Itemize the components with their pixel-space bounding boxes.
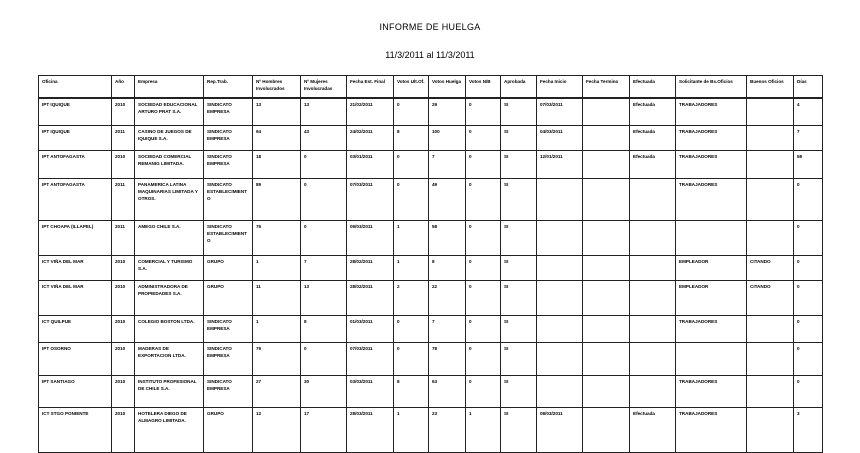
- cell-buenos-oficios: [747, 220, 794, 255]
- cell-fecha-termino: [583, 125, 630, 150]
- column-header-label: Votos Ult.Of.: [397, 79, 425, 84]
- cell-fecha-inicio: [537, 255, 583, 280]
- cell-votos-nb: 0: [466, 125, 501, 150]
- report-title: INFORME DE HUELGA: [379, 22, 481, 32]
- cell-votos-huelga: 7: [429, 150, 466, 178]
- cell-hombres: 79: [253, 342, 301, 375]
- cell-efectuada: [630, 255, 676, 280]
- cell-solicitante: [676, 342, 747, 375]
- cell-hombres: 18: [253, 150, 301, 178]
- cell-buenos-oficios: [747, 407, 794, 452]
- cell-buenos-oficios: CITANDO: [747, 255, 794, 280]
- column-header-efectuada: [630, 76, 676, 99]
- table-row: [39, 375, 823, 407]
- cell-anio: 2011: [112, 178, 135, 220]
- cell-empresa: AMEGO CHILE S.A.: [135, 220, 204, 255]
- column-header-label: Aprobada: [504, 79, 526, 84]
- cell-solicitante: TRABAJADORES: [676, 178, 747, 220]
- cell-mujeres: 0: [301, 178, 347, 220]
- column-header-oficina: [39, 76, 112, 99]
- cell-buenos-oficios: [747, 150, 794, 178]
- cell-votos-ult-of: 0: [394, 178, 429, 220]
- cell-fecha-termino: [583, 255, 630, 280]
- cell-aprobada: SI: [501, 342, 537, 375]
- table-body: [39, 98, 823, 452]
- cell-dias: 58: [794, 150, 823, 178]
- table-row: [39, 315, 823, 342]
- cell-empresa: PANAMERICA LATINA MAQUINARIAS LIMITADA Y OTROS.: [135, 178, 204, 220]
- cell-solicitante: TRABAJADORES: [676, 150, 747, 178]
- cell-solicitante: TRABAJADORES: [676, 375, 747, 407]
- cell-aprobada: SI: [501, 220, 537, 255]
- cell-votos-huelga: 100: [429, 125, 466, 150]
- cell-aprobada: SI: [501, 375, 537, 407]
- cell-rep-trab: GRUPO: [204, 280, 253, 315]
- cell-fecha-est-final: 07/03/2011: [347, 342, 394, 375]
- cell-votos-ult-of: 1: [394, 255, 429, 280]
- cell-aprobada: SI: [501, 280, 537, 315]
- cell-oficina: IPT IQUIQUE: [39, 98, 112, 125]
- cell-dias: 0: [794, 255, 823, 280]
- cell-efectuada: [630, 342, 676, 375]
- cell-votos-nb: 0: [466, 342, 501, 375]
- cell-anio: 2010: [112, 255, 135, 280]
- cell-empresa: COLEGIO BOSTON LTDA.: [135, 315, 204, 342]
- cell-votos-nb: 0: [466, 150, 501, 178]
- cell-hombres: 12: [253, 407, 301, 452]
- cell-dias: 0: [794, 315, 823, 342]
- column-header-aprobada: [501, 76, 537, 99]
- cell-votos-nb: 0: [466, 315, 501, 342]
- cell-votos-nb: 0: [466, 178, 501, 220]
- cell-empresa: MADERAS DE EXPORTACION LTDA.: [135, 342, 204, 375]
- cell-solicitante: TRABAJADORES: [676, 315, 747, 342]
- cell-fecha-termino: [583, 375, 630, 407]
- column-header-fecha-inicio: [537, 76, 583, 99]
- cell-buenos-oficios: [747, 375, 794, 407]
- column-header-hombres: [253, 76, 301, 99]
- cell-buenos-oficios: [747, 315, 794, 342]
- cell-rep-trab: SINDICATO EMPRESA: [204, 375, 253, 407]
- cell-solicitante: [676, 220, 747, 255]
- cell-votos-ult-of: 2: [394, 280, 429, 315]
- cell-fecha-est-final: 09/03/2011: [347, 220, 394, 255]
- cell-fecha-inicio: [537, 375, 583, 407]
- cell-fecha-inicio: 08/03/2011: [537, 407, 583, 452]
- cell-dias: 3: [794, 407, 823, 452]
- column-header-fecha-termino: [583, 76, 630, 99]
- column-header-votos-nb: [466, 76, 501, 99]
- cell-dias: 0: [794, 178, 823, 220]
- cell-buenos-oficios: [747, 98, 794, 125]
- cell-mujeres: 13: [301, 98, 347, 125]
- column-header-anio: [112, 76, 135, 99]
- cell-votos-nb: 0: [466, 280, 501, 315]
- cell-oficina: IPT OSORNO: [39, 342, 112, 375]
- cell-fecha-inicio: 07/03/2011: [537, 98, 583, 125]
- cell-votos-huelga: 58: [429, 220, 466, 255]
- cell-anio: 2010: [112, 375, 135, 407]
- cell-aprobada: SI: [501, 315, 537, 342]
- column-header-label: Fecha Est. Final: [350, 79, 385, 84]
- cell-votos-nb: 0: [466, 375, 501, 407]
- cell-efectuada: [630, 375, 676, 407]
- cell-empresa: ADMINISTRADORA DE PROPIEDADES S.A.: [135, 280, 204, 315]
- column-header-label: Fecha Inicio: [540, 79, 567, 84]
- column-header-label: Empresa: [138, 79, 158, 84]
- cell-oficina: IPT SANTIAGO: [39, 375, 112, 407]
- cell-votos-huelga: 63: [429, 375, 466, 407]
- cell-votos-ult-of: 1: [394, 220, 429, 255]
- cell-votos-huelga: 29: [429, 98, 466, 125]
- cell-anio: 2010: [112, 407, 135, 452]
- cell-fecha-est-final: 01/03/2011: [347, 315, 394, 342]
- cell-efectuada: [630, 315, 676, 342]
- column-header-empresa: [135, 76, 204, 99]
- cell-dias: 0: [794, 342, 823, 375]
- cell-aprobada: SI: [501, 98, 537, 125]
- table-row: [39, 280, 823, 315]
- column-header-label: Oficina: [42, 79, 58, 84]
- cell-anio: 2011: [112, 220, 135, 255]
- table-row: [39, 220, 823, 255]
- cell-rep-trab: SINDICATO EMPRESA: [204, 125, 253, 150]
- cell-aprobada: SI: [501, 407, 537, 452]
- cell-aprobada: SI: [501, 125, 537, 150]
- cell-votos-huelga: 22: [429, 280, 466, 315]
- cell-votos-ult-of: 1: [394, 407, 429, 452]
- strike-report-table: [38, 75, 823, 453]
- cell-mujeres: 13: [301, 280, 347, 315]
- cell-empresa: COMERCIAL Y TURISMO S.A.: [135, 255, 204, 280]
- cell-empresa: SOCIEDAD COMERCIAL REMANIG LIMITADA.: [135, 150, 204, 178]
- cell-empresa: CASINO DE JUEGOS DE IQUIQUE S.A.: [135, 125, 204, 150]
- cell-efectuada: Efectuada: [630, 98, 676, 125]
- cell-fecha-termino: [583, 150, 630, 178]
- table-row: [39, 255, 823, 280]
- cell-solicitante: EMPLEADOR: [676, 255, 747, 280]
- cell-anio: 2010: [112, 150, 135, 178]
- cell-fecha-termino: [583, 280, 630, 315]
- cell-fecha-termino: [583, 342, 630, 375]
- cell-mujeres: 43: [301, 125, 347, 150]
- column-header-votos-ult-of: [394, 76, 429, 99]
- column-header-label: Días: [797, 79, 807, 84]
- cell-rep-trab: SINDICATO ESTABLECIMIENTO: [204, 220, 253, 255]
- cell-efectuada: [630, 280, 676, 315]
- cell-mujeres: 0: [301, 342, 347, 375]
- cell-oficina: IPT IQUIQUE: [39, 125, 112, 150]
- cell-fecha-est-final: 28/03/2011: [347, 407, 394, 452]
- table-row: [39, 98, 823, 125]
- cell-fecha-est-final: 03/03/2011: [347, 375, 394, 407]
- cell-anio: 2010: [112, 98, 135, 125]
- cell-efectuada: Efectuada: [630, 150, 676, 178]
- cell-buenos-oficios: [747, 178, 794, 220]
- cell-anio: 2010: [112, 342, 135, 375]
- column-header-fecha-est-final: [347, 76, 394, 99]
- cell-votos-huelga: 8: [429, 255, 466, 280]
- cell-fecha-termino: [583, 178, 630, 220]
- cell-votos-huelga: 7: [429, 315, 466, 342]
- report-period: 11/3/2011 al 11/3/2011: [385, 50, 475, 60]
- column-header-buenos-oficios: [747, 76, 794, 99]
- cell-dias: 0: [794, 220, 823, 255]
- cell-empresa: HOTELERA DIEGO DE ALMAGRO LIMITADA.: [135, 407, 204, 452]
- cell-hombres: 76: [253, 220, 301, 255]
- cell-votos-ult-of: 8: [394, 375, 429, 407]
- cell-votos-nb: 0: [466, 98, 501, 125]
- cell-mujeres: 17: [301, 407, 347, 452]
- cell-fecha-termino: [583, 407, 630, 452]
- cell-oficina: ICT QUILPUE: [39, 315, 112, 342]
- cell-anio: 2011: [112, 125, 135, 150]
- cell-mujeres: 30: [301, 375, 347, 407]
- cell-efectuada: Efectuada: [630, 407, 676, 452]
- table-row: [39, 407, 823, 452]
- cell-aprobada: SI: [501, 255, 537, 280]
- cell-oficina: ICT VIÑA DEL MAR: [39, 280, 112, 315]
- table-row: [39, 342, 823, 375]
- column-header-dias: [794, 76, 823, 99]
- cell-mujeres: 0: [301, 220, 347, 255]
- cell-votos-nb: 1: [466, 407, 501, 452]
- cell-votos-huelga: 78: [429, 342, 466, 375]
- column-header-label: Buenos Oficios: [750, 79, 784, 84]
- cell-dias: 0: [794, 375, 823, 407]
- cell-aprobada: SI: [501, 178, 537, 220]
- cell-solicitante: EMPLEADOR: [676, 280, 747, 315]
- cell-solicitante: TRABAJADORES: [676, 125, 747, 150]
- cell-fecha-est-final: 07/03/2011: [347, 178, 394, 220]
- cell-oficina: IPT CHOAPA (ILLAPEL): [39, 220, 112, 255]
- cell-aprobada: SI: [501, 150, 537, 178]
- cell-solicitante: TRABAJADORES: [676, 407, 747, 452]
- cell-votos-ult-of: 0: [394, 150, 429, 178]
- cell-votos-ult-of: 0: [394, 98, 429, 125]
- cell-hombres: 1: [253, 255, 301, 280]
- cell-hombres: 27: [253, 375, 301, 407]
- cell-fecha-est-final: 03/01/2011: [347, 150, 394, 178]
- cell-rep-trab: SINDICATO EMPRESA: [204, 98, 253, 125]
- table-row: [39, 150, 823, 178]
- cell-fecha-termino: [583, 98, 630, 125]
- cell-votos-ult-of: 0: [394, 342, 429, 375]
- cell-votos-huelga: 49: [429, 178, 466, 220]
- column-header-votos-huelga: [429, 76, 466, 99]
- cell-hombres: 94: [253, 125, 301, 150]
- cell-votos-nb: 0: [466, 220, 501, 255]
- cell-fecha-inicio: 04/03/2011: [537, 125, 583, 150]
- cell-dias: 4: [794, 98, 823, 125]
- cell-hombres: 89: [253, 178, 301, 220]
- column-header-label: Solicitante de Bs.Oficios: [679, 79, 733, 84]
- cell-fecha-termino: [583, 220, 630, 255]
- cell-rep-trab: GRUPO: [204, 255, 253, 280]
- cell-fecha-inicio: 12/01/2011: [537, 150, 583, 178]
- cell-votos-ult-of: 8: [394, 125, 429, 150]
- cell-rep-trab: SINDICATO ESTABLECIMIENTO: [204, 178, 253, 220]
- cell-hombres: 11: [253, 280, 301, 315]
- column-header-label: Nº Mujeres Involucradas: [304, 79, 333, 91]
- cell-mujeres: 8: [301, 315, 347, 342]
- cell-oficina: IPT ANTOFAGASTA: [39, 150, 112, 178]
- cell-fecha-est-final: 24/02/2011: [347, 125, 394, 150]
- cell-anio: 2010: [112, 280, 135, 315]
- cell-votos-huelga: 23: [429, 407, 466, 452]
- cell-fecha-inicio: [537, 220, 583, 255]
- cell-fecha-termino: [583, 315, 630, 342]
- cell-fecha-est-final: 28/02/2011: [347, 255, 394, 280]
- cell-fecha-inicio: [537, 178, 583, 220]
- cell-dias: 7: [794, 125, 823, 150]
- cell-buenos-oficios: [747, 342, 794, 375]
- cell-rep-trab: SINDICATO EMPRESA: [204, 315, 253, 342]
- cell-rep-trab: GRUPO: [204, 407, 253, 452]
- column-header-label: Fecha Termino: [586, 79, 619, 84]
- column-header-label: Año: [115, 79, 124, 84]
- cell-mujeres: 7: [301, 255, 347, 280]
- cell-fecha-est-final: 28/02/2011: [347, 280, 394, 315]
- column-header-label: Nº Hombres Involucrados: [256, 79, 285, 91]
- cell-oficina: ICT VIÑA DEL MAR: [39, 255, 112, 280]
- cell-fecha-inicio: [537, 280, 583, 315]
- column-header-rep-trab: [204, 76, 253, 99]
- column-header-label: Rep.Trab.: [207, 79, 228, 84]
- cell-fecha-est-final: 21/02/2011: [347, 98, 394, 125]
- cell-efectuada: [630, 220, 676, 255]
- cell-oficina: IPT ANTOFAGASTA: [39, 178, 112, 220]
- column-header-label: Votos Huelga: [432, 79, 462, 84]
- column-header-label: Votos N/B: [469, 79, 491, 84]
- table-row: [39, 125, 823, 150]
- column-header-solicitante: [676, 76, 747, 99]
- cell-hombres: 13: [253, 98, 301, 125]
- table-header-row: [39, 76, 823, 99]
- cell-buenos-oficios: CITANDO: [747, 280, 794, 315]
- cell-votos-nb: 0: [466, 255, 501, 280]
- cell-oficina: ICT STGO PONIENTE: [39, 407, 112, 452]
- cell-fecha-inicio: [537, 315, 583, 342]
- cell-mujeres: 0: [301, 150, 347, 178]
- cell-solicitante: TRABAJADORES: [676, 98, 747, 125]
- cell-votos-ult-of: 0: [394, 315, 429, 342]
- cell-buenos-oficios: [747, 125, 794, 150]
- cell-efectuada: [630, 178, 676, 220]
- cell-dias: 0: [794, 280, 823, 315]
- cell-hombres: 1: [253, 315, 301, 342]
- table-row: [39, 178, 823, 220]
- column-header-mujeres: [301, 76, 347, 99]
- column-header-label: Efectuada: [633, 79, 655, 84]
- cell-rep-trab: SINDICATO EMPRESA: [204, 342, 253, 375]
- cell-anio: 2010: [112, 315, 135, 342]
- cell-empresa: SOCIEDAD EDUCACIONAL ARTURO PRAT S.A.: [135, 98, 204, 125]
- cell-rep-trab: SINDICATO EMPRESA: [204, 150, 253, 178]
- cell-fecha-inicio: [537, 342, 583, 375]
- cell-empresa: INSTITUTO PROFESIONAL DE CHILE S.A.: [135, 375, 204, 407]
- cell-efectuada: Efectuada: [630, 125, 676, 150]
